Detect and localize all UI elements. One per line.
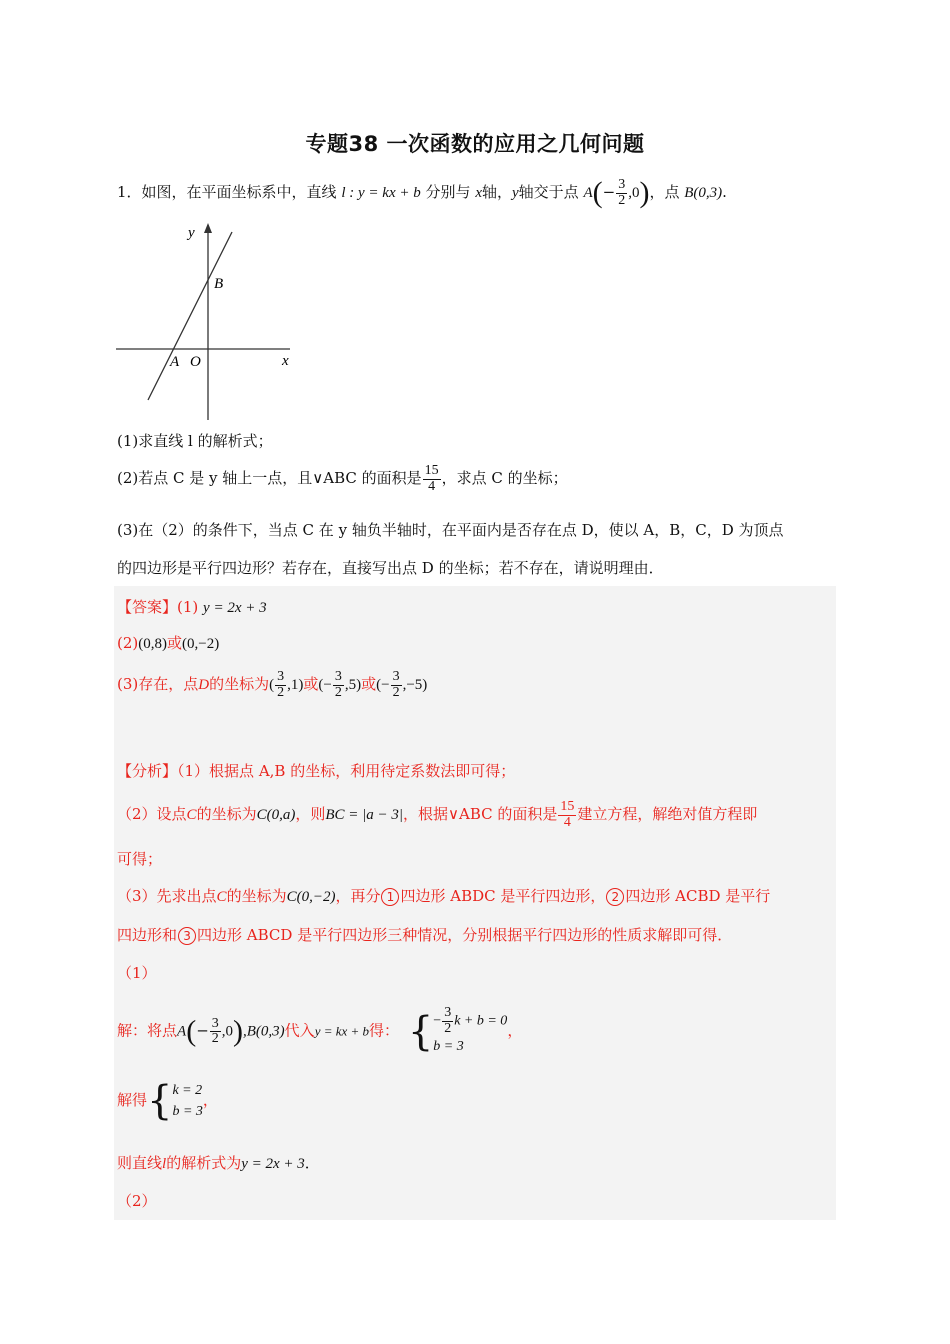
- analysis-line-3: （3）先求出点C的坐标为C(0,−2)，再分 1 四边形 ABDC 是平行四边形， 2 四边形 ACBD 是平行: [117, 887, 771, 905]
- line-l: [148, 232, 232, 400]
- question-3-line-1: (3)在（2）的条件下，当点 C 在 y 轴负半轴时，在平面内是否存在点 D，使以 A，B，C，D 为顶点: [117, 521, 784, 539]
- analysis-label: 【分析】: [117, 762, 178, 780]
- question-2: (2)若点 C 是 y 轴上一点，且∨ABC 的面积是 $\frac{15}{4}$ ，求点 C 的坐标；: [117, 463, 568, 494]
- solution-line-2: 解得{ k = 2 b = 3 ，: [117, 1078, 218, 1124]
- point-a-label: A: [583, 185, 593, 202]
- question-1: (1)求直线 l 的解析式；: [117, 432, 273, 450]
- answer-line-2: (2)(0,8)或(0,−2): [117, 634, 220, 652]
- solution-part-1-tag: （1）: [117, 964, 157, 982]
- answer-line-1: 【答案】(1) y = 2x + 3: [117, 598, 267, 616]
- analysis-line-4: 四边形和 3 四边形 ABCD 是平行四边形三种情况，分别根据平行四边形的性质求解即可得．: [117, 926, 733, 944]
- analysis-line-2: （2）设点C的坐标为C(0,a)，则BC = |a − 3|，根据∨ABC 的面积是 $\frac{15}{4}$ 建立方程，解绝对值方程即: [117, 799, 758, 830]
- problem-number: 1．: [117, 183, 142, 202]
- solution-line-1: 解：将点A(− $\frac{3}{2}$ ,0),B(0,3)代入y = kx + b得： { − $\frac{3}{2}$ k + b = 0 b = 3 ，: [117, 1005, 523, 1055]
- question-3-line-2: 的四边形是平行四边形？若存在，直接写出点 D 的坐标；若不存在，请说明理由．: [117, 559, 664, 577]
- point-b: B(0,3): [684, 185, 723, 202]
- problem-text: 如图，在平面坐标系中，直线: [141, 183, 337, 202]
- origin-label: O: [190, 354, 201, 370]
- answer-line-3: (3)存在，点D的坐标为( $\frac{3}{2}$ ,1)或(− $\frac{3}{2}$ ,5)或(− $\frac{3}{2}$ ,−5): [117, 669, 428, 700]
- solution-part-2-tag: （2）: [117, 1192, 157, 1210]
- y-axis-arrow: [204, 223, 212, 233]
- point-a-graph-label: A: [170, 354, 180, 370]
- answer-label: 【答案】: [117, 598, 178, 616]
- solution-line-3: 则直线l的解析式为y = 2x + 3．: [117, 1154, 320, 1172]
- coordinate-graph: [114, 220, 304, 425]
- analysis-line-1: 【分析】（1）根据点 A,B 的坐标，利用待定系数法即可得；: [117, 762, 516, 780]
- line-equation: l : y = kx + b: [341, 185, 421, 202]
- problem-statement: 1．如图，在平面坐标系中，直线 l : y = kx + b 分别与 x轴，y轴交于点 A(− $\frac{3}{2}$ ,0)，点 B(0,3).: [117, 176, 727, 210]
- point-b-label: B: [214, 276, 224, 292]
- analysis-line-2b: 可得；: [117, 850, 163, 868]
- fraction: $\frac{3}{2}$: [618, 177, 626, 208]
- x-axis-label: x: [282, 353, 289, 369]
- y-axis-label: y: [188, 225, 195, 241]
- page-title: 专题38 一次函数的应用之几何问题: [305, 132, 645, 156]
